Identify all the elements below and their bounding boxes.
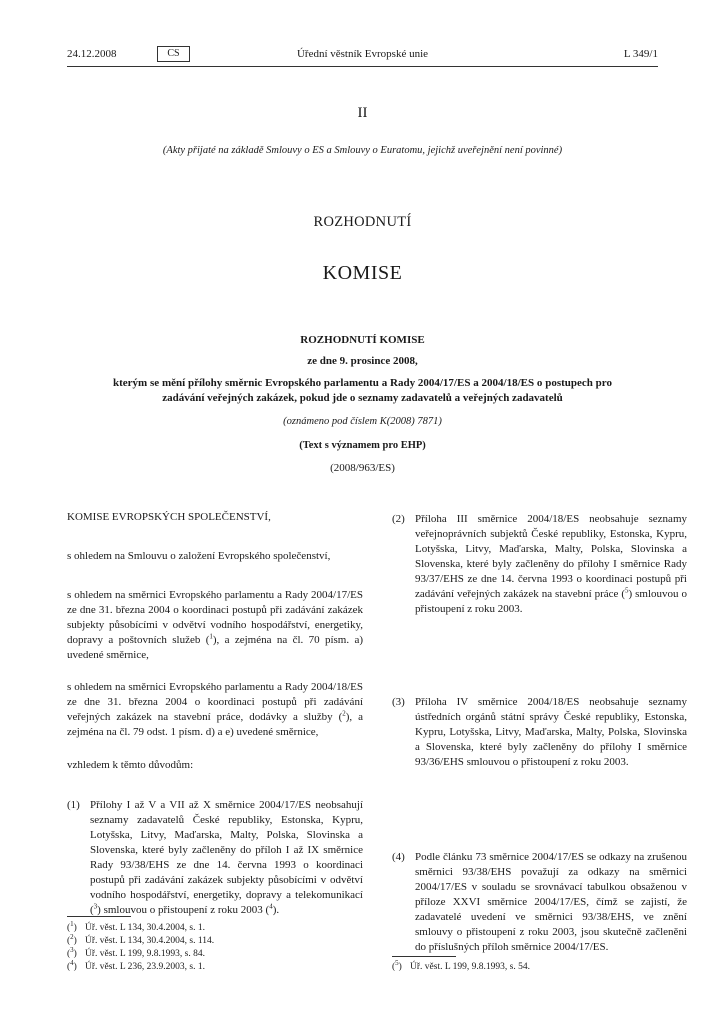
recital-marker-2: (2) <box>392 513 405 525</box>
footnote: ($^3$) Úř. věst. L 199, 9.8.1993, s. 84. <box>67 945 205 959</box>
eea-relevance: (Text s významem pro EHP) <box>299 440 426 451</box>
footnote-ref[interactable]: 5 <box>625 586 629 595</box>
acts-note: (Akty přijaté na základě Smlouvy o ES a Smlouvy o Euratomu, jejichž uveřejnění není povinné) <box>162 145 563 156</box>
recital-2: Příloha III směrnice 2004/18/ES neobsahuje seznamy veřejnoprávních subjektů České republiky, Estonska, Kypru, Lotyšska, Litvy, Maďarska, Malty, Polska, Slovinska a Slovenska, které byly začleněny do přílohy I směrnice Rady 93/37/EHS ze dne 14. června 1993 o koordinaci postupů při zadávání veřejných zakázek na stavební práce ($^5$) smlouvou o přistoupení z roku 2003. <box>415 513 687 615</box>
decision-number: (2008/963/ES) <box>330 462 395 474</box>
footnotes-left <box>67 919 363 974</box>
journal-reference: L 349/1 <box>623 48 658 60</box>
decision-subject: kterým se mění přílohy směrnic Evropského parlamentu a Rady 2004/17/ES a 2004/18/ES o postupech pro zadávání veřejných zakázek, pokud jde o seznamy zadavatelů a veřejných zadavatelů <box>113 377 612 404</box>
part-number: II <box>357 105 368 121</box>
having-regard-treaty: s ohledem na Smlouvu o založení Evropského společenství, <box>67 550 331 562</box>
journal-title: Úřední věstník Evropské unie <box>296 48 429 60</box>
footnote-ref[interactable]: 2 <box>342 709 346 718</box>
decision-title: ROZHODNUTÍ KOMISE <box>300 334 425 346</box>
notification-number: (oznámeno pod číslem K(2008) 7871) <box>283 416 442 427</box>
header-date: 24.12.2008 <box>67 48 117 60</box>
footnote: ($^1$) Úř. věst. L 134, 30.4.2004, s. 1. <box>67 919 205 933</box>
header-divider <box>67 66 658 67</box>
decision-date: ze dne 9. prosince 2008, <box>307 355 418 367</box>
having-regard-directive-2004-17: s ohledem na směrnici Evropského parlamentu a Rady 2004/17/ES ze dne 31. března 2004 o koordinaci postupů při zadávání zakázek subjekty působícími v odvětví vodního hospodářství, energetiky, dopravy a poštovních služeb ($^1$), a zejména na čl. 70 písm. a) uvedené směrnice, <box>67 589 364 661</box>
footnote-ref[interactable]: 4 <box>269 902 273 911</box>
footnote: ($^5$) Úř. věst. L 199, 9.8.1993, s. 54. <box>392 958 530 972</box>
footnote-divider <box>392 956 456 957</box>
footnote: ($^2$) Úř. věst. L 134, 30.4.2004, s. 114. <box>67 932 215 946</box>
footnote-ref[interactable]: 1 <box>209 632 213 641</box>
having-regard-directive-2004-18: s ohledem na směrnici Evropského parlamentu a Rady 2004/18/ES ze dne 31. března 2004 o koordinaci postupů při zadávání veřejných zakázek na stavební práce, dodávky a služby ($^2$), a zejména na čl. 79 odst. 1 písm. d) a e) uvedené směrnice, <box>67 681 363 738</box>
whereas-line: vzhledem k těmto důvodům: <box>67 759 194 771</box>
recital-marker-4: (4) <box>392 851 405 863</box>
recital-4: Podle článku 73 směrnice 2004/17/ES se odkazy na zrušenou směrnici 93/38/EHS považují za odkazy na směrnici 2004/17/ES v souladu se srovnávací tabulkou obsaženou v příloze XXVI směrnice 2004/17/ES, čímž se zajistí, že zadavatelé uvedení ve směrnici 93/38/EHS, ve znění smlouvy o přistoupení z roku 2003, jsou skutečně začleněni do příslušných příloh směrnice 2004/17/ES. <box>415 851 687 953</box>
recital-marker-1: (1) <box>67 799 80 811</box>
footnote-divider <box>67 916 131 917</box>
section-heading: ROZHODNUTÍ <box>313 214 412 230</box>
recital-marker-3: (3) <box>392 696 405 708</box>
recital-3: Příloha IV směrnice 2004/18/ES neobsahuje seznamy ústředních orgánů státní správy České republiky, Estonska, Kypru, Lotyšska, Litvy, Maďarska, Malty, Polska, Slovinska a Slovenska, které byly začleněny do přílohy I směrnice 93/36/EHS smlouvou o přistoupení z roku 2003. <box>415 696 687 768</box>
language-badge: CS <box>157 46 190 62</box>
footnote: ($^4$) Úř. věst. L 236, 23.9.2003, s. 1. <box>67 958 205 972</box>
institution-heading: KOMISE <box>322 262 403 284</box>
recital-1: Přílohy I až V a VII až X směrnice 2004/17/ES neobsahují seznamy zadavatelů České republiky, Estonska, Kypru, Lotyšska, Litvy, Maďarska, Malty, Polska, Slovinska a Slovenska, které byly začleněny do příloh I až IX směrnice Rady 93/38/EHS ze dne 14. června 1993 o koordinaci postupů při zadávání zakázek subjekty působícími v odvětví vodního hospodářství, energetiky, dopravy a telekomunikací ($^3$) smlouvou o přistoupení z roku 2003 ($^4$). <box>90 799 363 916</box>
footnote-ref[interactable]: 3 <box>93 902 98 911</box>
footnotes-right <box>392 958 687 974</box>
commission-line: KOMISE EVROPSKÝCH SPOLEČENSTVÍ, <box>67 511 271 523</box>
